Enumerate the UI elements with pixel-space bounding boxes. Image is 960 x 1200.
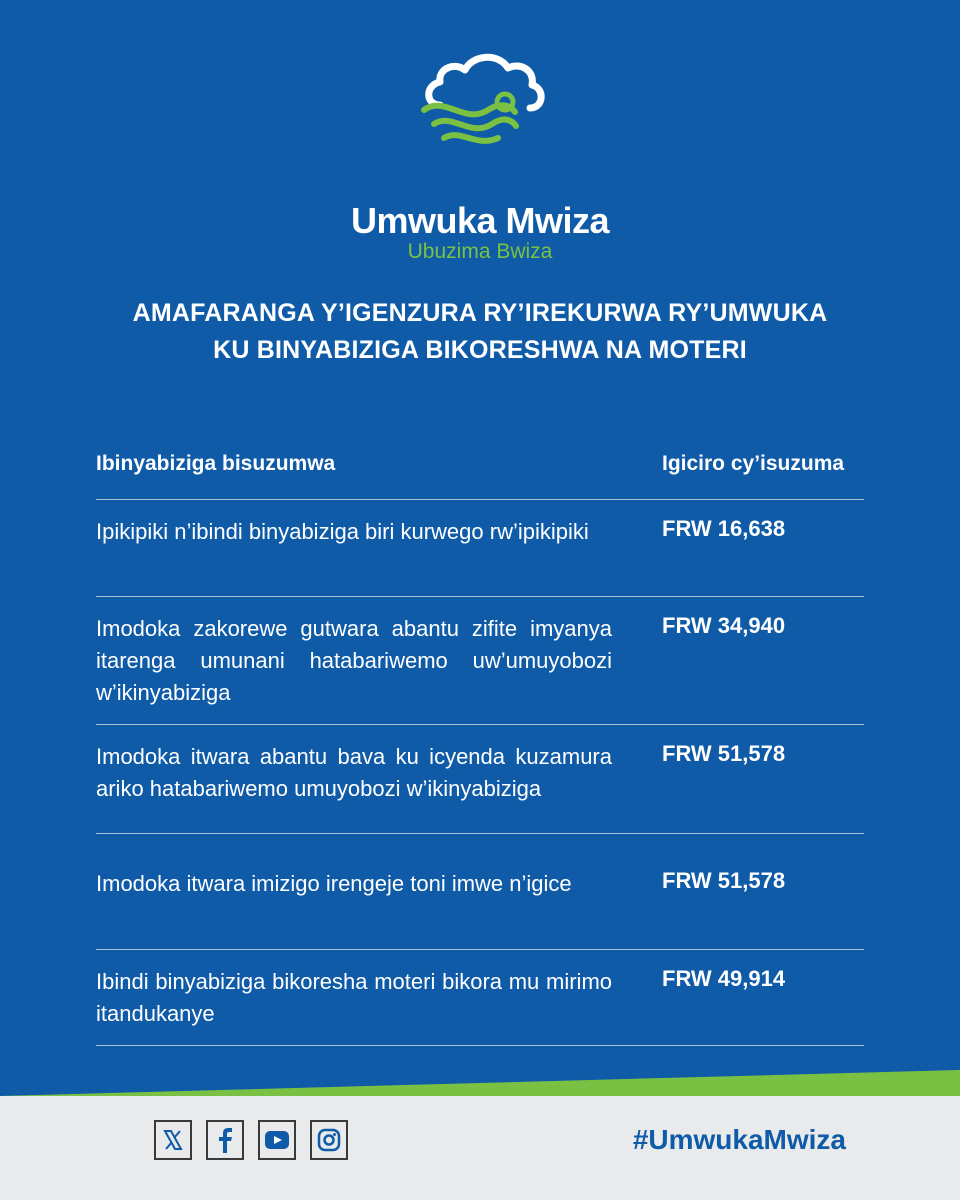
- row-price: FRW 16,638: [662, 516, 786, 541]
- table-header: [96, 440, 864, 500]
- x-icon[interactable]: [154, 1120, 192, 1160]
- brand-name: Umwuka Mwiza: [350, 200, 610, 241]
- row-price: FRW 34,940: [662, 613, 786, 638]
- page-title: [60, 295, 900, 369]
- title-line-2: KU BINYABIZIGA BIKORESHWA NA MOTERI: [213, 336, 747, 364]
- header-vehicles: Ibinyabiziga bisuzumwa: [96, 452, 336, 475]
- table-row: [96, 597, 864, 725]
- row-description: Ibindi binyabiziga bikoresha moteri bikora mu mirimo itandukanye: [96, 969, 612, 1026]
- header-price: Igiciro cy’isuzuma: [662, 452, 845, 475]
- title-line-1: AMAFARANGA Y’IGENZURA RY’IREKURWA RY’UMWUKA: [132, 299, 828, 327]
- row-price: FRW 51,578: [662, 741, 786, 766]
- social-links: [154, 1120, 348, 1160]
- row-price: FRW 51,578: [662, 868, 786, 893]
- green-accent-strip: [0, 1068, 960, 1098]
- row-description: Imodoka zakorewe gutwara abantu zifite imyanya itarenga umunani hatabariwemo uw’umuyobozi w’ikinyabiziga: [96, 616, 612, 705]
- table-row: [96, 725, 864, 834]
- table-row: [96, 950, 864, 1046]
- hashtag: #UmwukaMwiza: [632, 1124, 846, 1155]
- youtube-icon[interactable]: [258, 1120, 296, 1160]
- table-row: [96, 834, 864, 950]
- brand-tagline: Ubuzima Bwiza: [407, 240, 553, 263]
- cloud-wind-icon: [420, 50, 550, 150]
- row-description: Imodoka itwara abantu bava ku icyenda kuzamura ariko hatabariwemo umuyobozi w’ikinyabiziga: [96, 744, 612, 801]
- fees-table: [96, 440, 864, 1046]
- table-row: [96, 500, 864, 597]
- row-description: Imodoka itwara imizigo irengeje toni imwe n’igice: [96, 871, 572, 896]
- brand-logo: [330, 50, 630, 263]
- row-price: FRW 49,914: [662, 966, 786, 991]
- facebook-icon[interactable]: [206, 1120, 244, 1160]
- row-description: Ipikipiki n’ibindi binyabiziga biri kurwego rw’ipikipiki: [96, 519, 589, 544]
- instagram-icon[interactable]: [310, 1120, 348, 1160]
